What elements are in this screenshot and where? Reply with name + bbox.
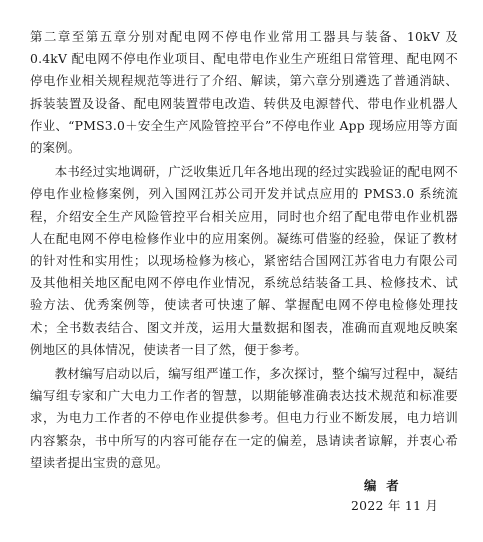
preface-body [30,26,458,474]
paragraph-book-research: 本书经过实地调研，广泛收集近几年各地出现的经过实践验证的配电网不停电作业检修案例，列入国网江苏公司开发并试点应用的 PMS3.0 系统流程，介绍安全生产风险管控平台相关应用，同时也介绍了配电带电作业机器人在配电网不停电检修作业中的应用案例。凝练可借鉴的经验，保证了教材的针对性和实用性；以现场检修为核心，紧密结合国网江苏省电力有限公司及其他相关地区配电网不停电作业情况，系统总结装备工具、检修技术、试验方法、优秀案例等，使读者可快速了解、掌握配电网不停电检修处理技术；全书数表结合、图文并茂，运用大量数据和图表，准确而直观地反映案例地区的具体情况，使读者一目了然，便于参考。 [30,164,458,357]
paragraph-writing-process: 教材编写启动以后，编写组严谨工作，多次探讨，整个编写过程中，凝结编写组专家和广大电力工作者的智慧，以期能够准确表达技术规范和标准要求，为电力工作者的不停电作业提供参考。但电力行业不断发展，电力培训内容繁杂，书中所写的内容可能存在一定的偏差，恳请读者谅解，并衷心希望读者提出宝贵的意见。 [30,366,458,470]
preface-date: 2022 年 11 月 [351,498,439,513]
paragraph-chapters-overview: 第二章至第五章分别对配电网不停电作业常用工器具与装备、10kV 及 0.4kV 配电网不停电作业项目、配电带电作业生产班组日常管理、配电网不停电作业相关规程规范等进行了介绍、解读，第六章分别遴选了普通消缺、拆装装置及设备、配电网装置带电改造、转供及电源替代、带电作业机器人作业、“PMS3.0＋安全生产风险管控平台”不停电作业 App 现场应用等方面的案例。 [30,29,458,156]
editor-signature: 编者 [364,478,409,493]
